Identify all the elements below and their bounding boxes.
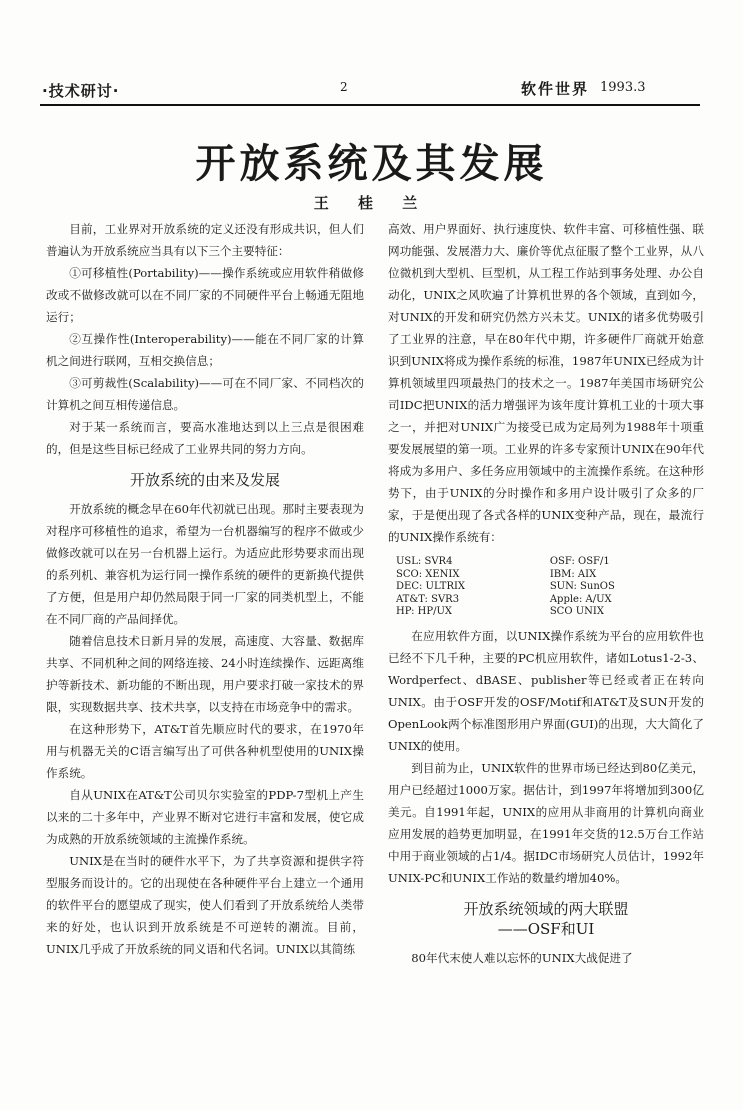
- table-cell: IBM: AIX: [549, 568, 597, 580]
- section-heading: [388, 899, 704, 939]
- paragraph: 到目前为止，UNIX软件的世界市场已经达到80亿美元，用户已经超过1000万家。据估计，到1997年将增加到300亿美元。自1991年起，UNIX的应用从非商用的计算机向商业应用发展的趋势更加明显，在1991年交货的12.5万台工作站中用于商业领域的占1/4。据IDC市场研究人员估计，1992年UNIX-PC和UNIX工作站的数量约增加40%。: [388, 760, 704, 885]
- unix-variants-table: [390, 556, 690, 619]
- right-column: [388, 218, 704, 969]
- journal-name: 软件世界: [521, 80, 590, 98]
- table-row: [390, 606, 690, 619]
- paragraph: 目前，工业界对开放系统的定义还没有形成共识，但人们普遍认为开放系统应当具有以下三个主要特征：: [46, 222, 364, 258]
- table-row: [390, 581, 690, 594]
- table-cell: Apple: A/UX: [549, 593, 612, 605]
- section-heading-line2: ——OSF和UI: [497, 919, 595, 938]
- table-cell: USL: SVR4: [396, 556, 453, 567]
- paragraph: 随着信息技术日新月异的发展，高速度、大容量、数据库共享、不同机种之间的网络连接、24小时连续操作、远距离维护等新技术、新功能的不断出现，用户要求打破一家技术的界限，实现数据共享、技术共享，以支持在市场竞争中的需求。: [46, 634, 364, 714]
- table-cell: OSF: OSF/1: [549, 556, 610, 567]
- page-number: 2: [340, 80, 348, 94]
- section-label: ·技术研讨·: [42, 82, 120, 100]
- paragraph: 高效、用户界面好、执行速度快、软件丰富、可移植性强、联网功能强、发展潜力大、廉价等优点征服了整个工业界，从八位微机到大型机、巨型机，从工程工作站到事务处理、办公自动化，UNIX之风吹遍了计算机世界的各个领域，直到如今，对UNIX的开发和研究仍然方兴未艾。UNIX的诸多优势吸引了工业界的注意，早在80年代中期，许多硬件厂商就开始意识到UNIX将成为操作系统的标准，1987年UNIX已经成为计算机领域里四项最热门的技术之一。1987年美国市场研究公司IDC把UNIX的活力增强评为该年度计算机工业的十项大事之一，并把对UNIX广为接受已成为定局列为1988年十项重要发展展望的第一项。工业界的许多专家预计UNIX在90年代将成为多用户、多任务应用领域中的主流操作系统。在这种形势下，由于UNIX的分时操作和多用户设计吸引了众多的厂家，于是便出现了各式各样的UNIX变种产品，现在，最流行的UNIX操作系统有：: [388, 222, 704, 544]
- paragraph: 在这种形势下，AT&T首先顺应时代的要求，在1970年用与机器无关的C语言编写出了可供各种机型使用的UNIX操作系统。: [46, 722, 364, 780]
- table-cell: HP: HP/UX: [396, 606, 453, 617]
- paragraph: 80年代末使人难以忘怀的UNIX大战促进了: [411, 950, 633, 965]
- issue-number: 1993.3: [600, 80, 646, 95]
- page-header: [0, 0, 743, 100]
- section-heading-line1: 开放系统领域的两大联盟: [463, 899, 629, 918]
- table-cell: SCO: XENIX: [396, 568, 460, 580]
- paragraph: 开放系统的概念早在60年代初就已出现。那时主要表现为对程序可移植性的追求，希望为一台机器编写的程序不做或少做修改就可以在另一台机器上运行。为适应此形势要求而出现的系列机、兼容机为运行同一操作系统的硬件的更新换代提供了方便，但是用户却仍然局限于同一厂家的同类机型上，不能在不同厂商的产品间择优。: [46, 502, 364, 626]
- table-cell: AT&T: SVR3: [396, 593, 460, 605]
- header-rule: [40, 104, 700, 106]
- table-row: [390, 594, 690, 607]
- left-column: [46, 218, 364, 960]
- article-author: 王 桂 兰: [313, 194, 430, 212]
- article-title: 开放系统及其发展: [195, 141, 548, 187]
- paragraph: ①可移植性(Portability)——操作系统或应用软件稍做修改或不做修改就可以在不同厂家的不同硬件平台上畅通无阻地运行；: [46, 266, 364, 324]
- table-row: [390, 556, 690, 569]
- table-cell: DEC: ULTRIX: [396, 581, 466, 592]
- paragraph: 自从UNIX在AT&T公司贝尔实验室的PDP-7型机上产生以来的二十多年中，产业界不断对它进行丰富和发展，使它成为成熟的开放系统领域的主流操作系统。: [46, 788, 364, 846]
- table-cell: SUN: SunOS: [549, 581, 615, 592]
- table-row: [390, 569, 690, 582]
- table-cell: SCO UNIX: [549, 606, 604, 617]
- paragraph: ②互操作性(Interoperability)——能在不同厂家的计算机之间进行联网，互相交换信息；: [46, 332, 364, 368]
- paragraph: UNIX是在当时的硬件水平下，为了共享资源和提供字符型服务而设计的。它的出现使在各种硬件平台上建立一个通用的软件平台的愿望成了现实，使人们看到了开放系统给人类带来的好处，也认识到开放系统是不可逆转的潮流。目前，UNIX几乎成了开放系统的同义语和代名词。UNIX以其简练: [46, 854, 364, 956]
- paragraph: ③可剪裁性(Scalability)——可在不同厂家、不同档次的计算机之间互相传递信息。: [46, 376, 364, 412]
- paragraph: 在应用软件方面，以UNIX操作系统为平台的应用软件也已经不下几千种，主要的PC机应用软件，诸如Lotus1-2-3、Wordperfect、dBASE、publisher等已经或者正在转向UNIX。由于OSF开发的OSF/Motif和AT&T及SUN开发的OpenLook两个标准图形用户界面(GUI)的出现，大大简化了UNIX的使用。: [388, 628, 704, 753]
- paragraph: 对于某一系统而言，要高水准地达到以上三点是很困难的，但是这些目标已经成了工业界共同的努力方向。: [46, 420, 364, 456]
- section-heading: 开放系统的由来及发展: [129, 471, 280, 489]
